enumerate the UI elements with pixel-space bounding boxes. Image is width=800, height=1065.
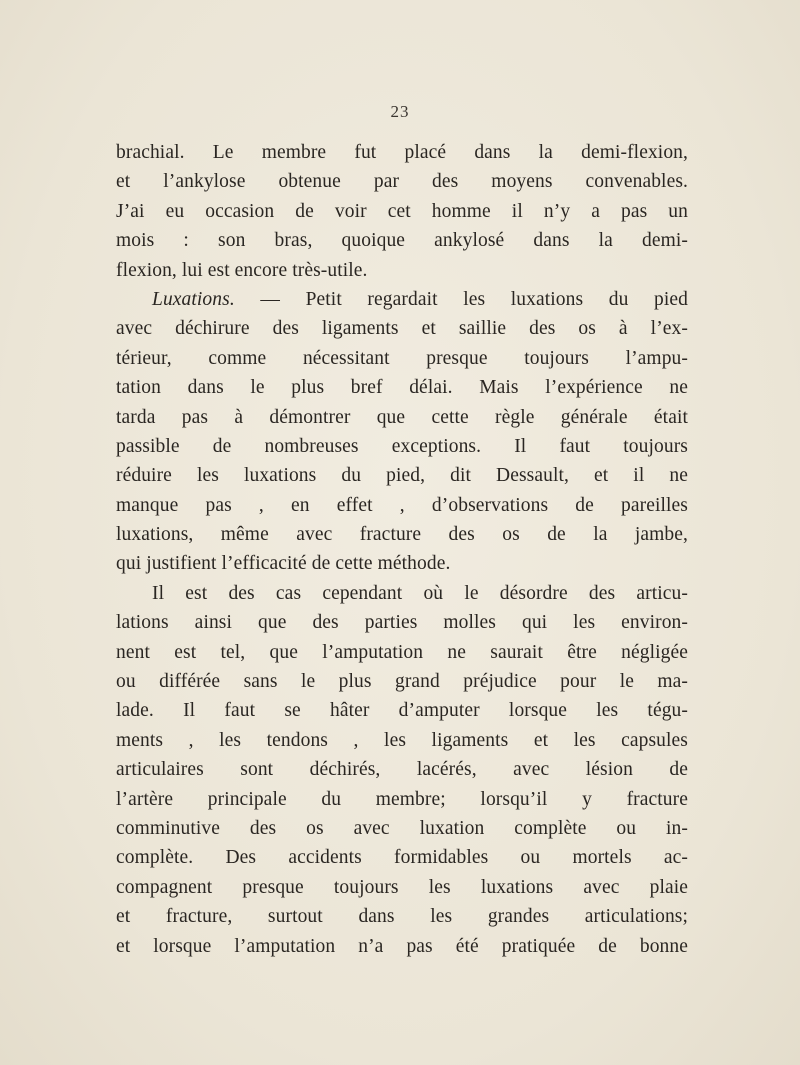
body-text [116,138,688,961]
text-line: nent est tel, que l’amputation ne saurait être négligée [116,641,688,663]
text-line: térieur, comme nécessitant presque toujours l’ampu- [116,347,688,369]
text-line: manque pas , en effet , d’observations de pareilles [116,494,688,516]
text-line: avec déchirure des ligaments et saillie des os à l’ex- [116,318,688,340]
text-line: lations ainsi que des parties molles qui les environ- [116,612,688,634]
text-line: réduire les luxations du pied, dit Dessault, et il ne [116,465,688,487]
text-line: tation dans le plus bref délai. Mais l’expérience ne [116,377,688,399]
text-line: complète. Des accidents formidables ou mortels ac- [116,847,688,869]
page-number: 23 [390,102,410,121]
text-line: J’ai eu occasion de voir cet homme il n’y a pas un [116,200,688,222]
text-line: flexion, lui est encore très-utile. [116,259,368,281]
text-line: l’artère principale du membre; lorsqu’il y fracture [116,788,688,810]
text-line: tarda pas à démontrer que cette règle générale était [116,406,688,428]
text-line: et l’ankylose obtenue par des moyens convenables. [116,171,688,193]
text-line: lade. Il faut se hâter d’amputer lorsque les tégu- [116,700,688,722]
text-line: articulaires sont déchirés, lacérés, avec lésion de [116,759,688,781]
text-line-content: — Petit regardait les luxations du pied [234,288,688,310]
text-line: passible de nombreuses exceptions. Il faut toujours [116,435,688,457]
text-line: compagnent presque toujours les luxations avec plaie [116,876,688,898]
text-line: Il est des cas cependant où le désordre des articu- [152,582,688,604]
section-heading: Luxations. [152,288,235,310]
text-line: qui justifient l’efficacité de cette méthode. [116,553,451,575]
text-line: luxations, même avec fracture des os de la jambe, [116,524,688,546]
text-line: mois : son bras, quoique ankylosé dans la demi- [116,230,688,252]
text-line: et lorsque l’amputation n’a pas été pratiquée de bonne [116,935,688,957]
text-line: ments , les tendons , les ligaments et les capsules [116,729,688,751]
text-line [116,285,688,314]
text-line: brachial. Le membre fut placé dans la demi-flexion, [116,142,688,163]
text-line: comminutive des os avec luxation complète ou in- [116,817,688,839]
text-line: ou différée sans le plus grand préjudice pour le ma- [116,671,688,693]
text-line: et fracture, surtout dans les grandes articulations; [116,906,688,928]
